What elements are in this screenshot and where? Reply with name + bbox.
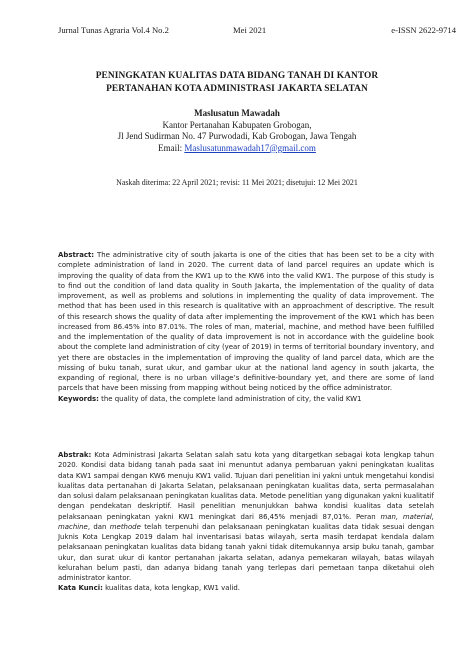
- issn: e-ISSN 2622-9714: [391, 25, 456, 35]
- abstract-english: [58, 250, 434, 404]
- title-line-1: PENINGKATAN KUALITAS DATA BIDANG TANAH DI KANTOR: [95, 71, 379, 81]
- abstract-id-italic-2: methode: [109, 522, 141, 531]
- author-address: Jl Jend Sudirman No. 47 Purwodadi, Kab Grobogan, Jawa Tengah: [117, 131, 357, 142]
- abstract-indonesian: [58, 450, 434, 594]
- author-email-line: [30, 143, 444, 155]
- journal-name: Jurnal Tunas Agraria Vol.4 No.2: [58, 25, 169, 35]
- issue-date: Mei 2021: [233, 25, 267, 35]
- abstract-id-text-a: Kota Administrasi Jakarta Selatan salah satu kota yang ditargetkan sebagai kota lengkap tahun 2020. Kondisi data bidang tanah pada saat ini menuntut adanya pembaruan yakni peningkatan kualitas data KW1 sampai dengan KW6 menuju KW1 valid. Tujuan dari penelitian ini yakni untuk mengetahui kondisi kualitas data pertanahan di Jakarta Selatan, pelaksanaan peningkatan kualitas data, serta permasalahan dan solusi dalam pelaksanaan peningkatan kualitas data. Metode penelitian yang digunakan yakni kualitatif dengan pendekatan deskriptif. Hasil penelitian menunjukkan bahwa kondisi kualitas data setelah pelaksanaan peningkatan yakni KW1 meningkat dari 86,45% menjadi 87,01%. Peran: [58, 451, 434, 521]
- email-label: Email:: [158, 142, 185, 153]
- author-name: Maslusatun Mawadah: [194, 108, 280, 118]
- abstract-label: Abstract:: [58, 251, 95, 259]
- title-line-2: PERTANAHAN KOTA ADMINISTRASI JAKARTA SELATAN: [106, 84, 368, 94]
- submission-dates: Naskah diterima: 22 April 2021; revisi: 11 Mei 2021; disetujui: 12 Mei 2021: [116, 178, 358, 187]
- abstract-id-text-b: , dan: [87, 522, 110, 531]
- abstract-id-paragraph: [58, 450, 434, 583]
- abstract-id-italic-1: man, material, machine: [58, 512, 434, 531]
- abstract-id-text-c: telah terpenuhi dan pelaksanaan peningkatan kualitas data tidak sesuai dengan Juknis Kota Lengkap 2019 dalam hal inventarisasi batas wilayah, serta masih terdapat kendala dalam pelaksanaan peningkatan kualitas data bidang tanah yakni tidak ditemukannya arsip buku tanah, gambar ukur, dan surat ukur di kantor pertanahan jakarta selatan, adanya pemekaran wilayah, batas wilayah kelurahan belum pasti, dan adanya bidang tanah yang terlepas dari pemetaan tanpa diketahui oleh administrator kantor.: [58, 522, 434, 582]
- running-header: [58, 25, 456, 35]
- keywords-id: [58, 583, 434, 593]
- author-block: [30, 108, 444, 154]
- abstract-en-text: The administrative city of south jakarta is one of the cities that has been set to be a city with complete administration of land in 2020. The current data of land parcel requires an update which is improving the quality of data from the KW1 up to the KW6 into the valid KW1. The purpose of this study is to find out the condition of land data quality in South Jakarta, the implementation of the quality of data improvement, as well as problems and solutions in implementing the quality of data improvement. The method that has been used in this research is qualitative with an approachment of descriptive. The result of this research shows the quality of data after implementing the improvement of the KW1 which has been increased from 86.45% into 87.01%. The roles of man, material, machine, and method have been fulfilled and the implementation of the quality of data improvement is not in accordance with the guideline book about the complete land administration of city (year of 2019) in terms of territorial boundary inventory, and yet there are obstacles in the implementation of improving the quality of land parcel data, which are the missing of buku tanah, surat ukur, and gambar ukur at the national land agency in south jakarta, the expanding of regional, there is no urban village’s definitive-boundary yet, and there are some of land parcels that have been missing from mapping without being noticed by the office administrator.: [58, 251, 434, 393]
- keywords-label: Keywords:: [58, 394, 99, 403]
- email-link[interactable]: Maslusatunmawadah17@gmail.com: [184, 142, 316, 153]
- abstrak-label: Abstrak:: [58, 451, 92, 459]
- keywords-en-text: the quality of data, the complete land administration of city, the valid KW1: [98, 394, 362, 403]
- abstract-en-paragraph: [58, 250, 434, 394]
- keywords-id-text: kualitas data, kota lengkap, KW1 valid.: [102, 584, 240, 593]
- keywords-en: [58, 394, 434, 404]
- author-affiliation: Kantor Pertanahan Kabupaten Grobogan,: [162, 119, 312, 130]
- paper-title: [40, 70, 434, 96]
- kata-kunci-label: Kata Kunci:: [58, 584, 103, 593]
